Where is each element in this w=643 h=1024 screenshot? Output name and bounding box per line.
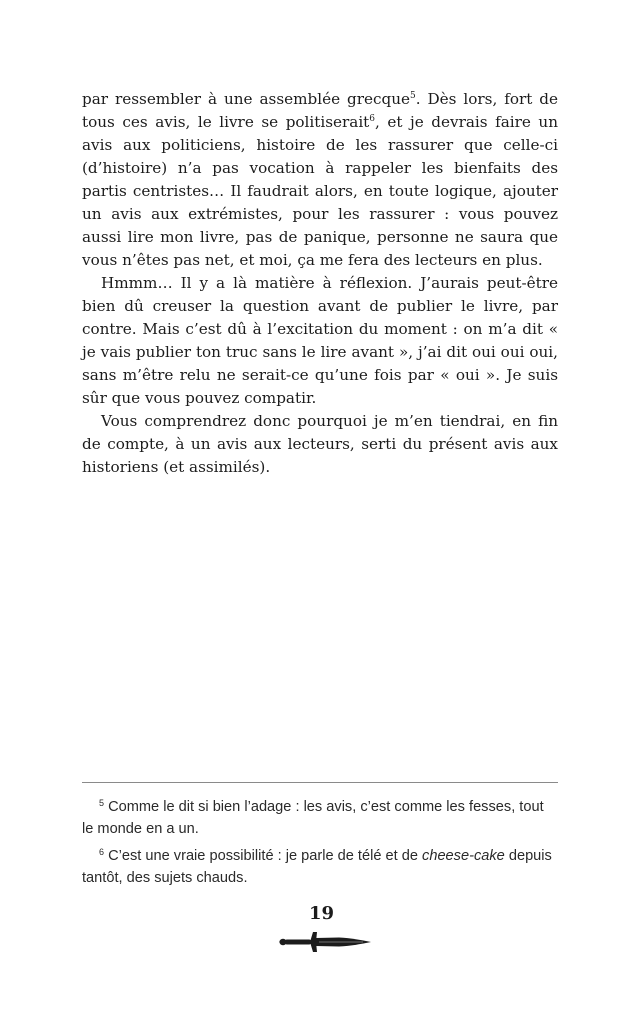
text-run: par ressembler à une assemblée grecque	[82, 90, 410, 108]
footnote-number: 6	[99, 847, 105, 857]
page-number: 19	[308, 903, 335, 924]
footnotes	[82, 796, 558, 894]
footnote-italic: cheese-cake	[422, 848, 505, 864]
body-text	[82, 88, 558, 479]
footnote-text: C’est une vraie possibilité : je parle de télé et de	[108, 848, 423, 864]
footnote-text: Comme le dit si bien l’adage : les avis, c’est comme les fesses, tout le monde en a un.	[82, 799, 544, 837]
text-run: . Dès lors, fort de tous ces avis, le livre se politiserait	[82, 90, 559, 131]
paragraph-3	[82, 410, 558, 479]
dagger-ornament-icon	[279, 929, 371, 955]
paragraph-2	[82, 272, 558, 410]
footnote-divider	[82, 782, 558, 783]
footnote-ref-6: 6	[369, 114, 376, 124]
footnote-ref-5: 5	[409, 91, 416, 101]
footnote-text: depuis tantôt, des sujets chauds.	[82, 848, 552, 886]
footnote-6	[82, 845, 558, 889]
text-run: Vous comprendrez donc pourquoi je m’en tiendrai, en fin de compte, à un avis aux lecteurs, serti du présent avis aux historiens (et assimilés).	[82, 412, 558, 476]
text-run: , et je devrais faire un avis aux politiciens, histoire de les rassurer que celle-ci (d’histoire) n’a pas vocation à rappeler les bienfaits des partis centristes… Il faudrait alors, en toute logique, ajouter un avis aux extrémistes, pour les rassurer : vous pouvez aussi lire mon livre, pas de panique, personne ne saura que vous n’êtes pas net, et moi, ça me fera des lecteurs en plus.	[82, 113, 558, 269]
text-run: Hmmm… Il y a là matière à réflexion. J’aurais peut-être bien dû creuser la question avant de publier le livre, par contre. Mais c’est dû à l’excitation du moment : on m’a dit « je vais publier ton truc sans le lire avant », j’ai dit oui oui oui, sans m’être relu ne serait-ce qu’une fois par « oui ». Je suis sûr que vous pouvez compatir.	[82, 274, 558, 407]
paragraph-1	[82, 88, 558, 272]
footnote-5	[82, 796, 558, 840]
footnote-number: 5	[99, 798, 105, 808]
